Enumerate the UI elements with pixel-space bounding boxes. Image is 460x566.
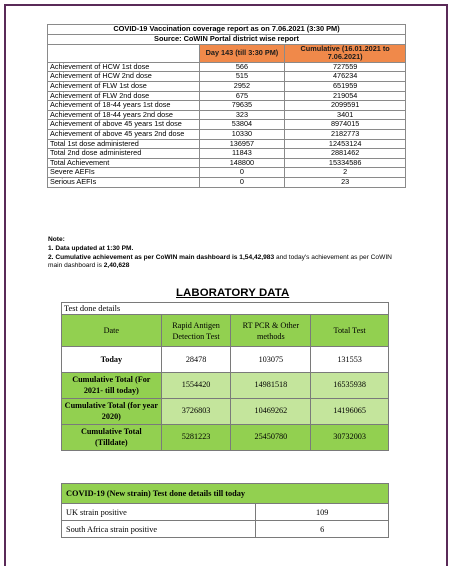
row-cum: 15334586 bbox=[285, 158, 406, 168]
strain-row-value: 109 bbox=[256, 504, 389, 521]
note-2-text: 2. Cumulative achievement as per CoWIN main dashboard is 1,54,42,983 bbox=[48, 253, 275, 261]
lab-table bbox=[61, 302, 389, 451]
strain-row-label: UK strain positive bbox=[62, 504, 256, 521]
row-day: 136957 bbox=[199, 139, 285, 149]
row-day: 11843 bbox=[199, 149, 285, 159]
row-label: Achievement of 18-44 years 2nd dose bbox=[48, 110, 200, 120]
lab-row-date: Cumulative Total (Tilldate) bbox=[62, 425, 162, 451]
row-day: 0 bbox=[199, 168, 285, 178]
lab-row-total: 131553 bbox=[311, 347, 389, 373]
row-day: 53804 bbox=[199, 120, 285, 130]
row-label: Achievement of FLW 2nd dose bbox=[48, 91, 200, 101]
lab-heading: LABORATORY DATA bbox=[176, 287, 290, 299]
lab-row-rat: 1554420 bbox=[161, 373, 231, 399]
lab-row-rtpcr: 14981518 bbox=[231, 373, 311, 399]
row-label: Achievement of above 45 years 1st dose bbox=[48, 120, 200, 130]
row-label: Achievement of 18-44 years 1st dose bbox=[48, 101, 200, 111]
row-day: 10330 bbox=[199, 129, 285, 139]
row-cum: 219054 bbox=[285, 91, 406, 101]
lab-row-total: 16535938 bbox=[311, 373, 389, 399]
lab-caption: Test done details bbox=[62, 303, 389, 315]
row-label: Achievement of HCW 1st dose bbox=[48, 62, 200, 72]
notes-block bbox=[48, 236, 408, 271]
note-2 bbox=[48, 254, 408, 272]
lab-row-rtpcr: 25450780 bbox=[231, 425, 311, 451]
lab-row-total: 30732003 bbox=[311, 425, 389, 451]
row-day: 323 bbox=[199, 110, 285, 120]
row-day: 566 bbox=[199, 62, 285, 72]
lab-header-rtpcr: RT PCR & Other methods bbox=[231, 315, 311, 347]
lab-row-rat: 3726803 bbox=[161, 399, 231, 425]
row-day: 79635 bbox=[199, 101, 285, 111]
row-cum: 2881462 bbox=[285, 149, 406, 159]
lab-row-date: Cumulative Total (For 2021- till today) bbox=[62, 373, 162, 399]
lab-header-rat: Rapid Antigen Detection Test bbox=[161, 315, 231, 347]
row-cum: 3401 bbox=[285, 110, 406, 120]
row-label: Achievement of HCW 2nd dose bbox=[48, 72, 200, 82]
row-cum: 23 bbox=[285, 177, 406, 187]
note-2-mid: and today's achievement as per CoWIN main dashboard is bbox=[48, 253, 392, 270]
col-day-header: Day 143 (till 3:30 PM) bbox=[199, 44, 285, 62]
row-day: 2952 bbox=[199, 81, 285, 91]
strain-row-label: South Africa strain positive bbox=[62, 521, 256, 538]
note-1 bbox=[48, 245, 408, 254]
notes-heading: Note: bbox=[48, 236, 65, 243]
vaccination-table bbox=[47, 24, 406, 188]
row-cum: 651959 bbox=[285, 81, 406, 91]
row-cum: 727559 bbox=[285, 62, 406, 72]
row-day: 0 bbox=[199, 177, 285, 187]
header-blank bbox=[48, 44, 200, 62]
row-cum: 2099591 bbox=[285, 101, 406, 111]
strain-row-value: 6 bbox=[256, 521, 389, 538]
row-label: Severe AEFIs bbox=[48, 168, 200, 178]
row-label: Total 2nd dose administered bbox=[48, 149, 200, 159]
row-cum: 2182773 bbox=[285, 129, 406, 139]
row-day: 515 bbox=[199, 72, 285, 82]
row-cum: 476234 bbox=[285, 72, 406, 82]
lab-row-total: 14196065 bbox=[311, 399, 389, 425]
lab-row-rtpcr: 103075 bbox=[231, 347, 311, 373]
lab-row-date: Today bbox=[62, 347, 162, 373]
col-cum-header: Cumulative (16.01.2021 to 7.06.2021) bbox=[285, 44, 406, 62]
strain-table bbox=[61, 483, 389, 538]
row-day: 675 bbox=[199, 91, 285, 101]
row-cum: 8974015 bbox=[285, 120, 406, 130]
strain-heading: COVID-19 (New strain) Test done details till today bbox=[62, 484, 389, 504]
vaccination-title: COVID-19 Vaccination coverage report as on 7.06.2021 (3:30 PM) bbox=[48, 25, 406, 35]
note-2-value: 2,40,628 bbox=[103, 262, 130, 270]
row-label: Serious AEFIs bbox=[48, 177, 200, 187]
row-label: Achievement of above 45 years 2nd dose bbox=[48, 129, 200, 139]
row-label: Total 1st dose administered bbox=[48, 139, 200, 149]
lab-row-rat: 5281223 bbox=[161, 425, 231, 451]
row-cum: 12453124 bbox=[285, 139, 406, 149]
lab-row-rat: 28478 bbox=[161, 347, 231, 373]
lab-row-rtpcr: 10469262 bbox=[231, 399, 311, 425]
note-1-time: 1:30 PM. bbox=[106, 244, 134, 252]
row-label: Total Achievement bbox=[48, 158, 200, 168]
lab-header-date: Date bbox=[62, 315, 162, 347]
row-cum: 2 bbox=[285, 168, 406, 178]
note-1-text: 1. Data updated at bbox=[48, 244, 107, 252]
row-label: Achievement of FLW 1st dose bbox=[48, 81, 200, 91]
lab-header-total: Total Test bbox=[311, 315, 389, 347]
row-day: 148800 bbox=[199, 158, 285, 168]
lab-row-date: Cumulative Total (for year 2020) bbox=[62, 399, 162, 425]
vaccination-subtitle: Source: CoWIN Portal district wise report bbox=[48, 34, 406, 44]
